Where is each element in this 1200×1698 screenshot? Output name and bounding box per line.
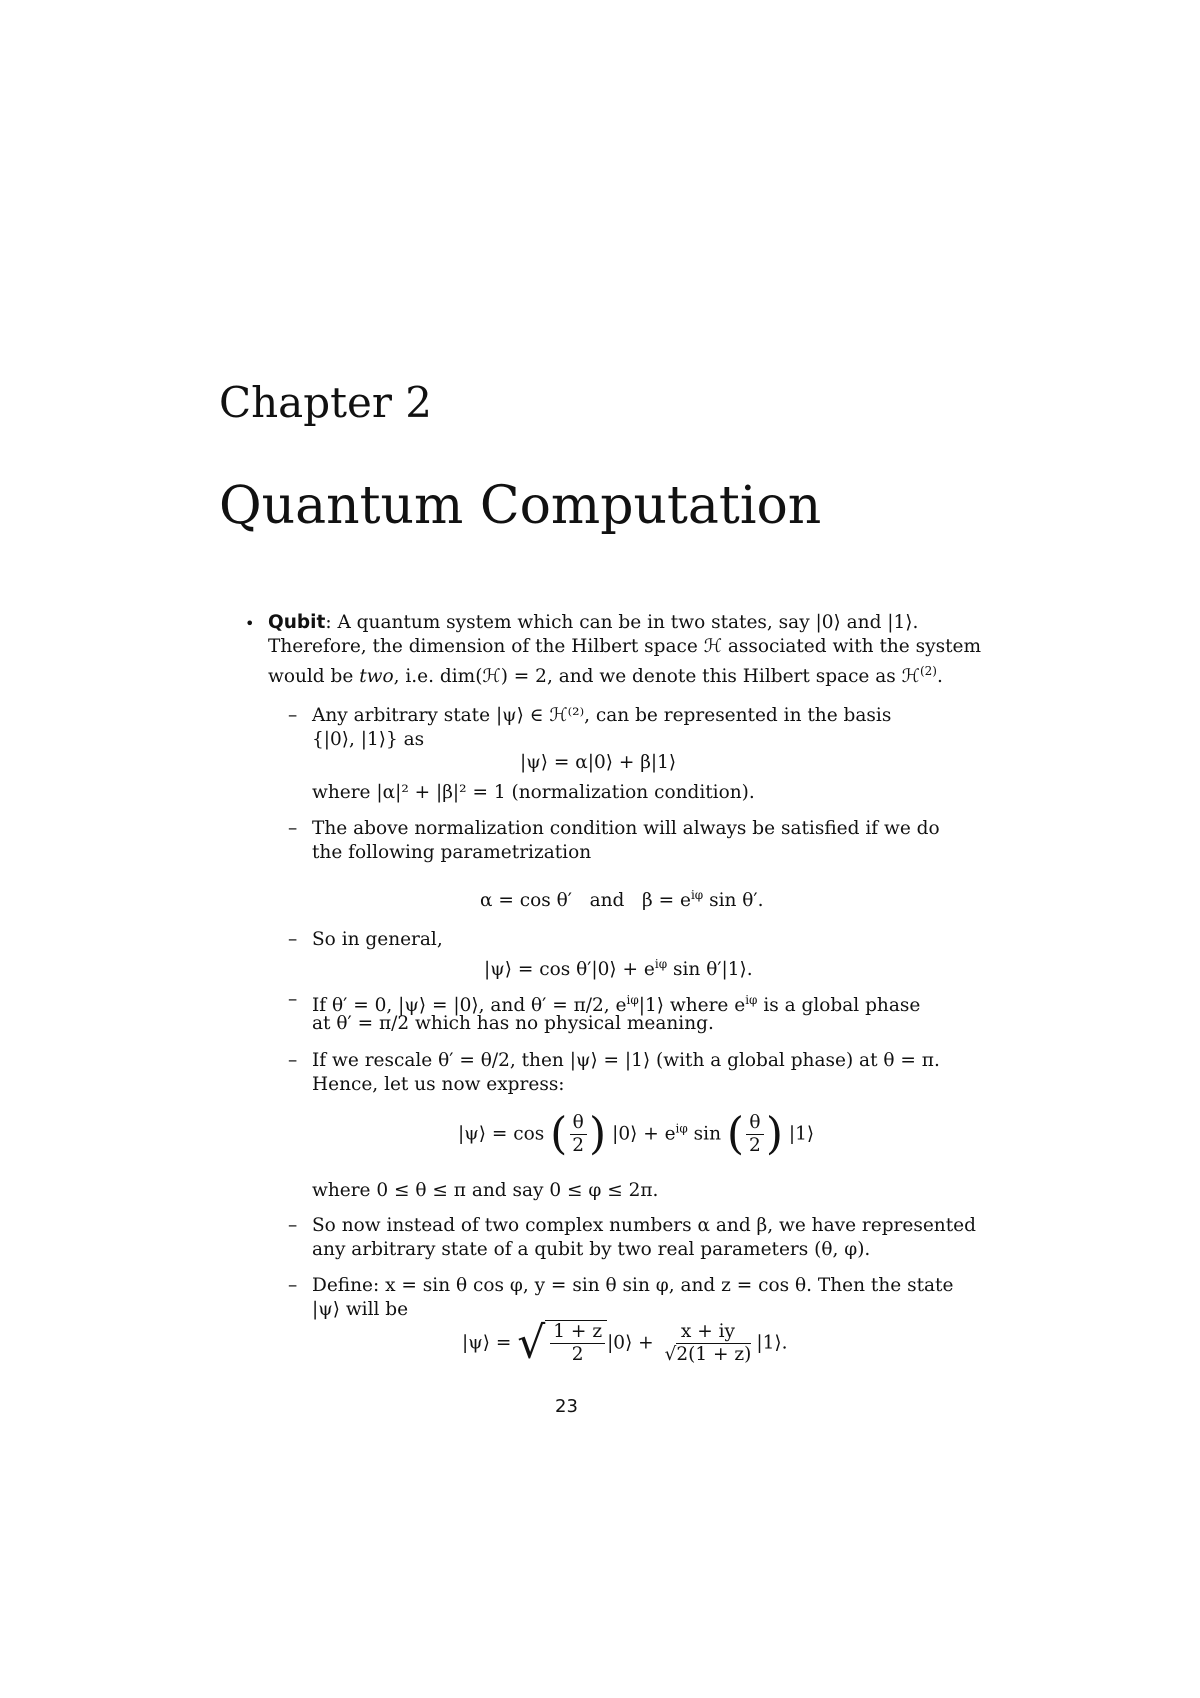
- bullet-marker: •: [245, 614, 255, 633]
- qubit-line-1: [268, 612, 918, 634]
- qubit-line-2: Therefore, the dimension of the Hilbert space ℋ associated with the system: [268, 636, 981, 657]
- dash-marker: –: [288, 929, 298, 950]
- item-3-line-1: So in general,: [312, 929, 443, 950]
- item-3-equation: |ψ⟩ = cos θ′|0⟩ + $e^{i\varphi}$ sin θ′|1⟩.: [484, 957, 753, 981]
- item-1-equation: |ψ⟩ = α|0⟩ + β|1⟩: [520, 752, 677, 773]
- item-7-line-1: Define: x = sin θ cos φ, y = sin θ sin φ, and z = cos θ. Then the state: [312, 1275, 954, 1296]
- qubit-text-3b: , i.e. dim(ℋ) = 2, and we denote this Hilbert space as ℋ: [393, 666, 920, 688]
- item-5-equation: |ψ⟩ = cos ( $\frac{\theta}{2}$ ) |0⟩ + $e^{i\varphi}$ sin ( $\frac{\theta}{2}$ ) |1⟩: [458, 1108, 815, 1160]
- item-5-after: where 0 ≤ θ ≤ π and say 0 ≤ φ ≤ 2π.: [312, 1180, 659, 1201]
- item-6-line-1: So now instead of two complex numbers α and β, we have represented: [312, 1215, 976, 1236]
- item-2-equation: α = cos θ′ and $\beta = e^{i\varphi}$ sin θ′.: [480, 888, 764, 912]
- dash-marker: –: [288, 1215, 298, 1236]
- qubit-text-3a: would be: [268, 666, 360, 688]
- item-1-after: where |α|² + |β|² = 1 (normalization condition).: [312, 782, 755, 803]
- item-2-line-2: the following parametrization: [312, 842, 592, 863]
- qubit-text-1: : A quantum system which can be in two states, say |0⟩ and |1⟩.: [325, 612, 919, 633]
- chapter-title: Quantum Computation: [219, 476, 822, 536]
- dash-marker: –: [288, 818, 298, 839]
- dash-marker: –: [288, 1050, 298, 1071]
- item-4-line-1: If θ′ = 0, |ψ⟩ = |0⟩, and θ′ = π/2, $e^{i\varphi}|1⟩$ where $e^{i\varphi}$ is a global phase: [312, 993, 921, 1017]
- qubit-term: Qubit: [268, 612, 326, 633]
- qubit-emphasis: two: [359, 666, 394, 688]
- dash-marker: –: [288, 989, 298, 1010]
- item-7-equation: |ψ⟩ = √ $\frac{1 + z}{2}$ |0⟩ + $\frac{x + iy}{√2(1 + z)}$ |1⟩.: [462, 1317, 788, 1369]
- item-1-line-1: Any arbitrary state |ψ⟩ ∈ ℋ⁽²⁾, can be represented in the basis: [312, 705, 892, 726]
- item-5-line-2: Hence, let us now express:: [312, 1074, 565, 1095]
- item-7-line-2: |ψ⟩ will be: [312, 1299, 409, 1320]
- dash-marker: –: [288, 1275, 298, 1296]
- page-number: 23: [555, 1396, 578, 1417]
- item-5-line-1: If we rescale θ′ = θ/2, then |ψ⟩ = |1⟩ (with a global phase) at θ = π.: [312, 1050, 940, 1071]
- qubit-superscript: (2): [919, 664, 937, 678]
- qubit-line-3: [268, 660, 943, 688]
- item-6-line-2: any arbitrary state of a qubit by two real parameters (θ, φ).: [312, 1239, 871, 1260]
- item-1-line-2: {|0⟩, |1⟩} as: [312, 729, 425, 750]
- item-4-line-2: at θ′ = π/2 which has no physical meaning.: [312, 1013, 714, 1034]
- qubit-text-3c: .: [936, 666, 943, 688]
- chapter-label: Chapter 2: [219, 378, 432, 427]
- item-2-line-1: The above normalization condition will always be satisfied if we do: [312, 818, 940, 839]
- dash-marker: –: [288, 705, 298, 726]
